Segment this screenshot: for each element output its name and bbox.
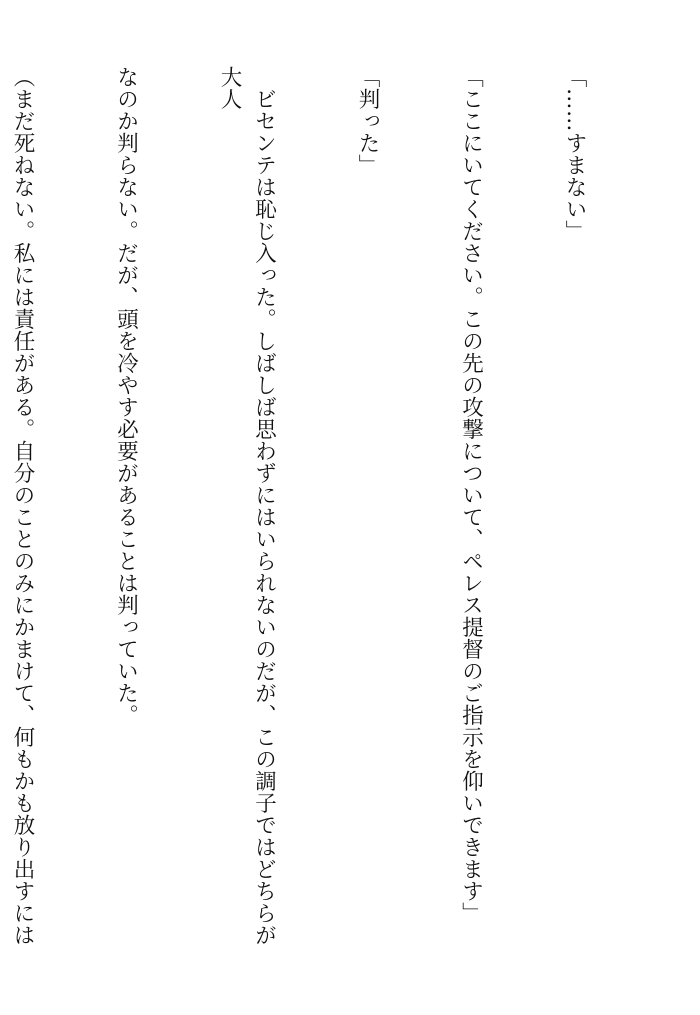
text-line: （まだ死ねない。私には責任がある。自分のことのみにかまけて、何もかも放り出すには bbox=[10, 66, 35, 946]
text-line: 「判った」 bbox=[355, 66, 380, 176]
text-line: ビセンテは恥じ入った。しばしば思わずにはいられないのだが、この調子ではどちらが大人 bbox=[217, 66, 277, 946]
text-line: 「ここにいてください。この先の攻撃について、ペレス提督のご指示を仰いできます」 bbox=[458, 66, 484, 924]
text-line: なのか判らない。だが、頭を冷やす必要があることは判っていた。 bbox=[113, 66, 139, 726]
vertical-text-body bbox=[10, 66, 660, 966]
text-line: 「……すまない」 bbox=[562, 66, 587, 242]
